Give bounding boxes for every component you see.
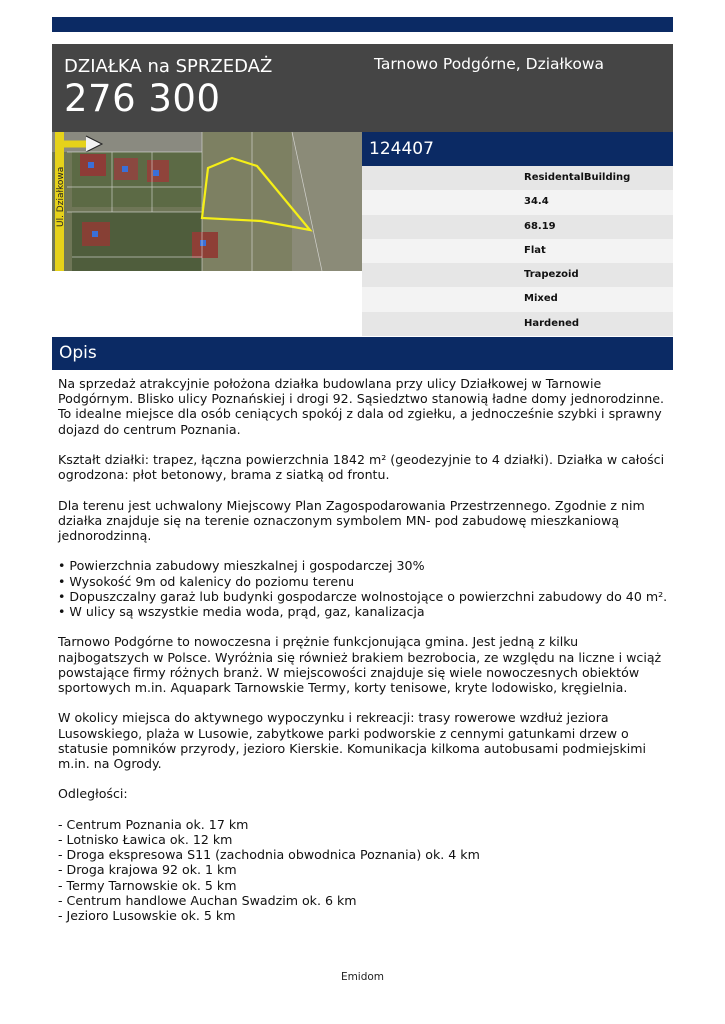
- property-value: ResidentalBuilding: [524, 172, 631, 183]
- listing-location: Tarnowo Podgórne, Działkowa: [374, 55, 605, 73]
- section-title: Opis: [59, 343, 97, 363]
- footer-agency: Emidom: [340, 971, 385, 983]
- property-row: [362, 166, 673, 190]
- listing-id-bar: [362, 132, 673, 166]
- description-paragraph: Na sprzedaż atrakcyjnie położona działka budowlana przy ulicy Działkowej w Tarnowie Podgórnym. Blisko ulicy Poznańskiej i drogi 92. Sąsiedztwo stanowią ładne domy jednorodzinne. To idealne miejsce dla osób ceniących spokój z dala od zgiełku, a jednocześnie szybki i sprawny dojazd do centrum Poznania.: [58, 376, 664, 437]
- street-label: Ul. Działkowa: [56, 166, 66, 227]
- property-value: Hardened: [524, 317, 580, 329]
- listing-type: DZIAŁKA na SPRZEDAŻ: [64, 56, 273, 77]
- property-row: [362, 287, 673, 311]
- top-accent-bar: [52, 17, 673, 32]
- description-body: [58, 376, 670, 923]
- property-row: [362, 312, 673, 336]
- listing-id: 124407: [369, 139, 434, 159]
- property-value: Flat: [524, 244, 546, 256]
- listing-price: 276 300: [64, 77, 221, 120]
- description-paragraph: Kształt działki: trapez, łączna powierzchnia 1842 m² (geodezyjnie to 4 działki). Działka w całości ogrodzona: płot betonowy, brama z siatką od frontu.: [58, 452, 665, 483]
- listing-header: [52, 44, 673, 132]
- description-paragraph: Tarnowo Podgórne to nowoczesna i prężnie funkcjonująca gmina. Jest jedną z kilku najbogatszych w Polsce. Wyróżnia się również brakiem bezrobocia, ze względu na liczne i wciąż powstające firmy różnych branż. W miejscowości znajduje się wiele nowoczesnych obiektów sportowych m.in. Aquapark Tarnowskie Termy, korty tenisowe, kryte lodowisko, kręgielnia.: [58, 634, 662, 695]
- property-row: [362, 239, 673, 263]
- property-table: [362, 166, 673, 336]
- property-value: 34.4: [524, 196, 549, 208]
- property-value: Mixed: [524, 293, 558, 305]
- plot-aerial-photo: [52, 132, 362, 271]
- description-paragraph: Dla terenu jest uchwalony Miejscowy Plan Zagospodarowania Przestrzennego. Zgodnie z nim działka znajduje się na terenie oznaczonym symbolem MN- pod zabudowę mieszkaniową jednorodzinną.: [58, 497, 645, 543]
- property-row: [362, 263, 673, 287]
- property-value: Trapezoid: [524, 269, 579, 281]
- property-value: 68.19: [524, 220, 556, 232]
- distances-heading: Odległości:: [58, 786, 128, 802]
- distances-list: - Centrum Poznania ok. 17 km - Lotnisko Ławica ok. 12 km - Droga ekspresowa S11 (zachodnia obwodnica Poznania) ok. 4 km - Droga krajowa 92 ok. 1 km - Termy Tarnowskie ok. 5 km - Centrum handlowe Auchan Swadzim ok. 6 km - Jezioro Lusowskie ok. 5 km: [58, 816, 480, 923]
- description-section-header: [52, 337, 673, 370]
- description-paragraph: W okolicy miejsca do aktywnego wypoczynku i rekreacji: trasy rowerowe wzdłuż jeziora Lusowskiego, plaża w Lusowie, zabytkowe parki podworskie z cennymi gatunkami drzew o statusie pomników przyrody, jezioro Kierskie. Komunikacja kilkoma autobusami podmiejskimi m.in. na Ogrody.: [58, 710, 647, 771]
- property-row: [362, 215, 673, 239]
- property-row: [362, 190, 673, 214]
- description-bullet-list: • Powierzchnia zabudowy mieszkalnej i gospodarczej 30% • Wysokość 9m od kalenicy do poziomu terenu • Dopuszczalny garaż lub budynki gospodarcze wolnostojące o powierzchni zabudowy do 40 m². • W ulicy są wszystkie media woda, prąd, gaz, kanalizacja: [58, 558, 668, 619]
